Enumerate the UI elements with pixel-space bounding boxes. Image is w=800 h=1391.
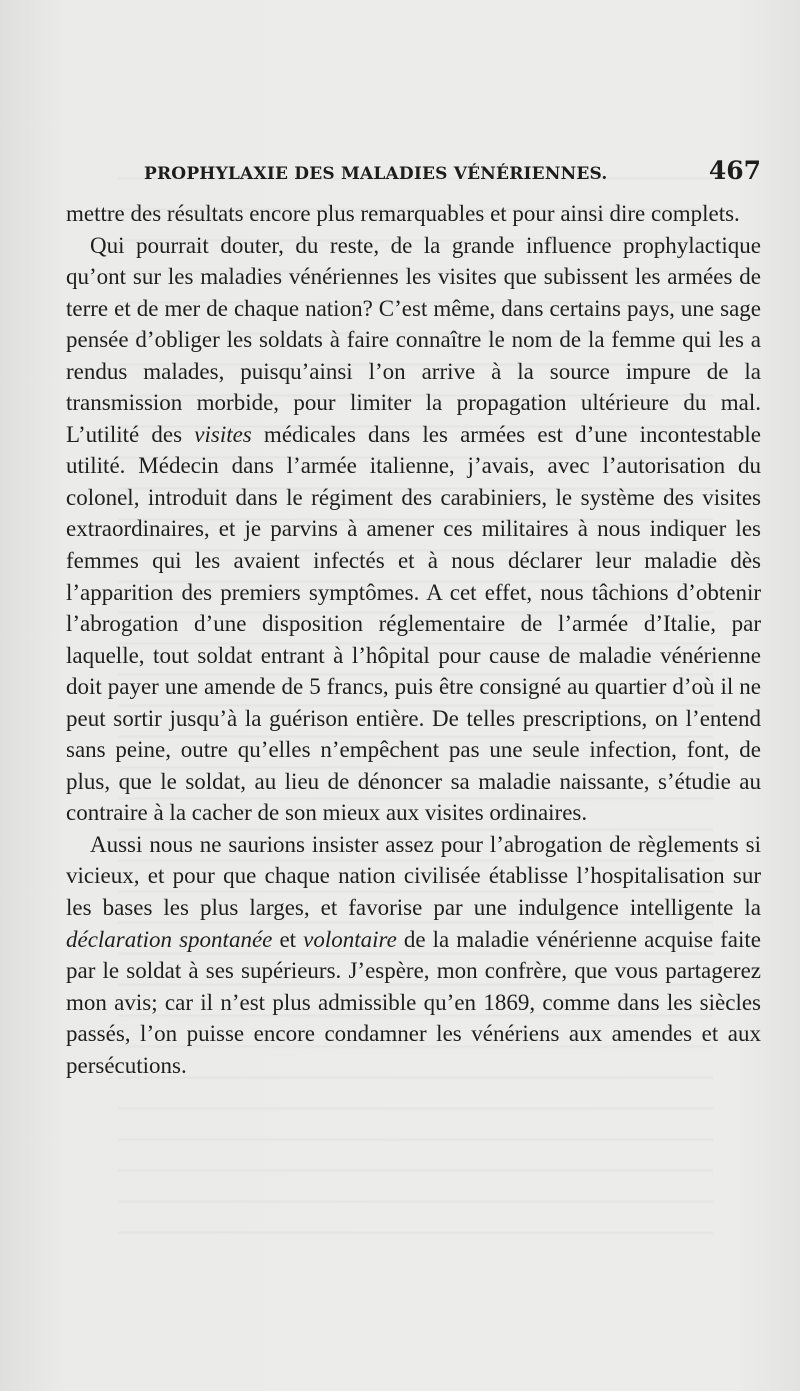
paragraph-3-text-after-emphasis: de la maladie vénérienne acquise faite par le soldat à ses supérieurs. J’espère, mon confrère, que vous partagerez mon avis; car il n’est plus admissible qu’en 1869, comme dans les siècles passés, l’on puisse encore condamner les vénériens aux amendes et aux persécutions. — [66, 926, 762, 1078]
paragraph-1: mettre des résultats encore plus remarquables et pour ainsi dire complets. — [66, 201, 740, 226]
emphasis-declaration-spontanee: déclaration spontanée — [66, 926, 273, 952]
paragraph-2-text-before-emphasis: Qui pourrait douter, du reste, de la grande influence prophylactique qu’ont sur les maladies vénériennes les visites que subissent les armées de terre et de mer de chaque nation? C’est même, dans certains pays, une sage pensée d’obliger les soldats à faire connaître le nom de la femme qui les a rendus malades, puisqu’ainsi l’on arrive à la source impure de la transmission morbide, pour limiter la propagation ultérieure du mal. L’utilité des — [66, 232, 761, 447]
paragraph-3-text-before-emphasis: Aussi nous ne saurions insister assez pour l’abrogation de règlements si vicieux, et pour que chaque nation civilisée établisse l’hospitalisation sur les bases les plus larges, et favorise par une indulgence intelligente la — [66, 831, 761, 921]
page-header — [66, 156, 761, 192]
running-title: PROPHYLAXIE DES MALADIES VÉNÉRIENNES. — [144, 164, 608, 184]
emphasis-volontaire: volontaire — [303, 926, 397, 952]
page-number: 467 — [708, 156, 761, 185]
body-text — [66, 198, 761, 1081]
paragraph-2 — [66, 230, 761, 829]
paragraph-3-conjunction: et — [272, 926, 304, 952]
paragraph-2-text-after-emphasis: médicales dans les armées est d’une incontestable utilité. Médecin dans l’armée italienne, j’avais, avec l’autorisation du colonel, introduit dans le régiment des carabiniers, le système des visites extraordinaires, et je parvins à amener ces militaires à nous indiquer les femmes qui les avaient infectés et à nous déclarer leur maladie dès l’apparition des premiers symptômes. A cet effet, nous tâchions d’obtenir l’abrogation d’une disposition réglementaire de l’armée d’Italie, par laquelle, tout soldat entrant à l’hôpital pour cause de maladie vénérienne doit payer une amende de 5 francs, puis être consigné au quartier d’où il ne peut sortir jusqu’à la guérison entière. De telles prescriptions, on l’entend sans peine, outre qu’elles n’empêchent pas une seule infection, font, de plus, que le soldat, au lieu de dénoncer sa maladie naissante, s’étudie au contraire à la cacher de son mieux aux visites ordinaires. — [66, 421, 761, 826]
paragraph-3 — [66, 829, 761, 1081]
emphasis-visites: visites — [194, 421, 252, 447]
